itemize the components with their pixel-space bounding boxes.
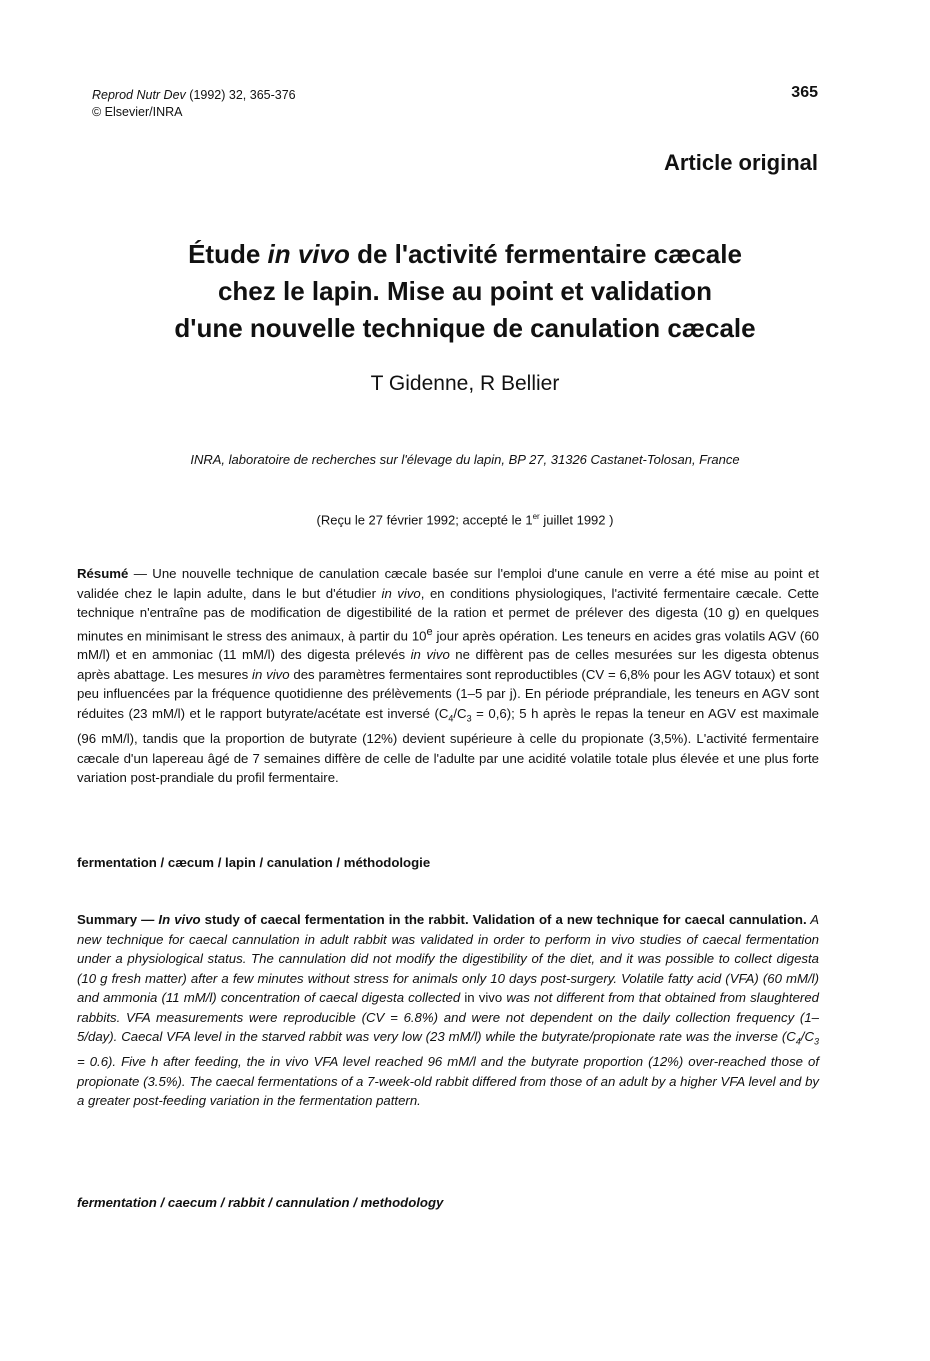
resume-text-6: /C (453, 705, 467, 721)
page-number: 365 (791, 84, 818, 101)
summary-sub-1: 4 (795, 1036, 801, 1047)
title-line-3: d'une nouvelle technique de canulation cæcale (174, 313, 756, 343)
title-part2: in vivo (267, 239, 350, 269)
resume-text-4: ne diffèrent pas de celles mesurées sur les digesta obtenus après abattage. Les mesures (77, 647, 819, 682)
resume-text-7: = 0,6); 5 h après le repas la teneur en AGV est maximale (96 mM/l), tandis que la proportion de butyrate (12%) devient supérieure à celle du propionate (3,5%). L'activité fermentaire cæcale d'un lapereau âgé de 7 semaines diffère de celle de l'adulte par une acidité volatile totale plus élevée et une plus forte variation post-prandiale du profil fermentaire. (77, 705, 819, 786)
summary-normal-1: in vivo (464, 990, 503, 1005)
resume-text-5: des paramètres fermentaires sont reproductibles (CV = 6,8% pour les AGV totaux) et sont peu influencées par la fréquence quotidienne des prélèvements (1–5 par j). En période préprandiale, les teneurs en AGV sont réduites (23 mM/l) et le rapport butyrate/acétate est inversé (C (77, 666, 819, 721)
title-line-1 (80, 236, 850, 273)
abstract-french (77, 564, 819, 788)
summary-text-2: was not different from that obtained from slaughtered rabbits. VFA measurements were reproducible (CV = 6.8%) and were not dependent on the daily collection frequency (1–5/day). Caecal VFA level in the starved rabbit was very low (23 mM/l) while the butyrate/propionate rate was the inverse (C (77, 990, 819, 1044)
summary-dash: — (137, 912, 159, 927)
journal-name: Reprod Nutr Dev (92, 88, 186, 102)
journal-ref: (1992) 32, 365-376 (189, 88, 296, 102)
article-type: Article original (663, 150, 818, 175)
summary-sub-2: 3 (813, 1036, 819, 1047)
dates-prefix: (Reçu le 27 février 1992; accepté le 1 (316, 512, 533, 528)
summary-label: Summary (77, 912, 138, 927)
abstract-english (77, 910, 819, 1111)
article-title (80, 236, 850, 347)
dates-suffix: juillet 1992 ) (539, 512, 614, 528)
resume-sub-1: 4 (448, 713, 454, 724)
keywords-french: fermentation / cæcum / lapin / canulation / méthodologie (77, 855, 431, 870)
dates-sup: er (532, 512, 540, 521)
title-line-2: chez le lapin. Mise au point et validation (217, 276, 713, 306)
affiliation: INRA, laboratoire de recherches sur l'élevage du lapin, BP 27, 31326 Castanet-Tolosan, France (190, 452, 740, 467)
summary-title: study of caecal fermentation in the rabbit. Validation of a new technique for caecal cannulation. (200, 912, 807, 927)
summary-text-4: = 0.6). Five h after feeding, the in vivo VFA level reached 96 mM/l and the butyrate proportion (12%) over-reached those of propionate (3.5%). The caecal fermentations of a 7-week-old rabbit differed from those of an adult by a higher VFA level and by a greater post-feeding variation in the fermentation pattern. (77, 1054, 819, 1109)
authors: T Gidenne, R Bellier (370, 372, 560, 395)
title-part3: de l'activité fermentaire cæcale (349, 239, 742, 269)
resume-text-2: , en conditions physiologiques, l'activité fermentaire cæcale. Cette technique n'entraîne pas de modification de digestibilité de la ration et permet de prélever des digesta (10 g) en quelques minutes en minimisant le stress des animaux, à partir du 10 (77, 585, 819, 643)
resume-italic-1: in vivo (381, 585, 421, 601)
journal-citation (92, 87, 296, 121)
summary-text-3: /C (800, 1029, 814, 1044)
title-part1: Étude (188, 239, 268, 269)
summary-title-italic: In vivo (158, 912, 201, 927)
keywords-english: fermentation / caecum / rabbit / cannulation / methodology (77, 1195, 444, 1210)
summary-text-1: A new technique for caecal cannulation in adult rabbit was validated in order to perform in vivo studies of caecal fermentation under a physiological status. The cannulation did not modify the digestibility of the diet, and it was possible to collect digesta (10 g fresh matter) after a few minutes without stress for animals only 10 days post-surgery. Volatile fatty acid (VFA) (60 mM/l) and ammonia (11 mM/l) concentration of caecal digesta collected (77, 912, 819, 1005)
resume-text-1: Une nouvelle technique de canulation cæcale basée sur l'emploi d'une canule en verre a été mise au point et validée chez le lapin adulte, dans le but d'étudier (77, 566, 819, 601)
resume-italic-3: in vivo (252, 666, 290, 682)
resume-label: Résumé (77, 566, 129, 581)
resume-sup: e (426, 625, 433, 638)
received-accepted-dates (80, 512, 850, 527)
resume-dash: — (128, 566, 153, 581)
copyright: © Elsevier/INRA (92, 105, 183, 119)
resume-italic-2: in vivo (410, 647, 450, 663)
resume-text-3: jour après opération. Les teneurs en acides gras volatils AGV (60 mM/l) et en ammoniac (11 mM/l) des digesta prélevés (77, 627, 819, 663)
journal-ref-line (92, 87, 296, 104)
resume-sub-2: 3 (466, 713, 472, 724)
